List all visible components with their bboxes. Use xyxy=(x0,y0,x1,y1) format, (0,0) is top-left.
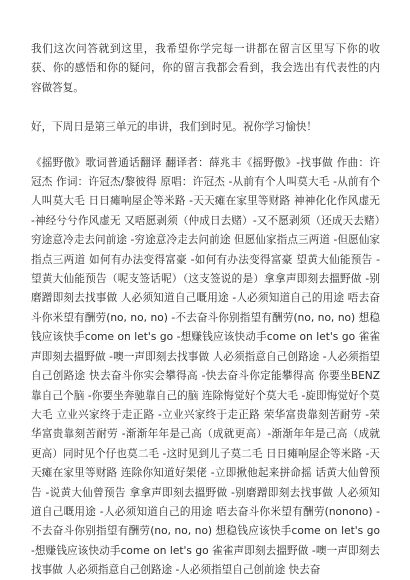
closing-paragraph: 我们这次问答就到这里，我希望你学完每一讲都在留言区里写下你的收获、你的感悟和你的疑问，你的留言我都会看到，我会选出有代表性的内容做答复。 xyxy=(31,43,380,94)
farewell-paragraph: 好，下周日是第三单元的串讲，我们到时见。祝你学习愉快！ xyxy=(31,121,318,134)
lyrics-translation-paragraph: 《摇野傲》歌词普通话翻译 翻译者：薛兆丰《摇野傲》-找事做 作曲：许冠杰 作词：许冠杰/黎彼得 原唱：许冠杰 -从前有个人叫莫大毛 -从前有个人叫莫大毛 日日瘫响屋企等米路 -天天瘫在家里等财路 神神化化作风虚无 -神经兮兮作风虚无 又唔愿剥须（仲成日去赌）-又不愿剥须（还成天去赌）穷途意冷走去问前途 -穷途意冷走去问前途 但愿仙家指点三两道 -但愿仙家指点三两道 如何有办法变得富豪 -如何有办法变得富豪 望黄大仙能预告 -望黄大仙能预告（呢支签话呢）（这支签说的是）拿拿声即刻去搵野做 -别磨蹭即刻去找事做 人必须知道自己嘅用途 -人必须知道自己的用途 唔去奋斗你米望有酬劳(no, no, no) -不去奋斗你别指望有酬劳(no, no, no) 想稳钱应该快手come on let's go -想赚钱应该快动手come on let's go 雀雀声即刻去搵野做 -噢一声即刻去找事做 人必须指意自己创路途 -人必须指望自己创路途 快去奋斗你实会攀得高 -快去奋斗你定能攀得高 你要坐BENZ靠自己个脑 -你要坐奔驰靠自己的脑 连除悔觉好个莫大毛 -旋即悔觉好个莫大毛 立业兴家终于走正路 -立业兴家终于走正路 荣华富贵靠刻苦耐劳 -荣华富贵靠刻苦耐劳 -渐渐年年是己高（成就更高）-渐渐年年是己高（成就更高）同时见个仔也莫二毛 -这时见到儿子莫二毛 日日瘫响屋企等米路 -天天瘫在家里等财路 连除你知道好架佬 -立即揪他起来拼命摇 话黄大仙曾预告 -说黄大仙曾预告 拿拿声即刻去搵野做 -别磨蹭即刻去找事做 人必须知道自己嘅用途 -人必须知道自己的用途 唔去奋斗你米望有酬劳(nonono) -不去奋斗你别指望有酬劳(no, no, no) 想稳钱应该快手come on let's go -想赚钱应该快动手come on let's go 雀雀声即刻去搵野做 -噢一声即刻去找事做 人必须指意自己创路途 -人必须指望自己创前途 快去奋 xyxy=(31,156,380,577)
